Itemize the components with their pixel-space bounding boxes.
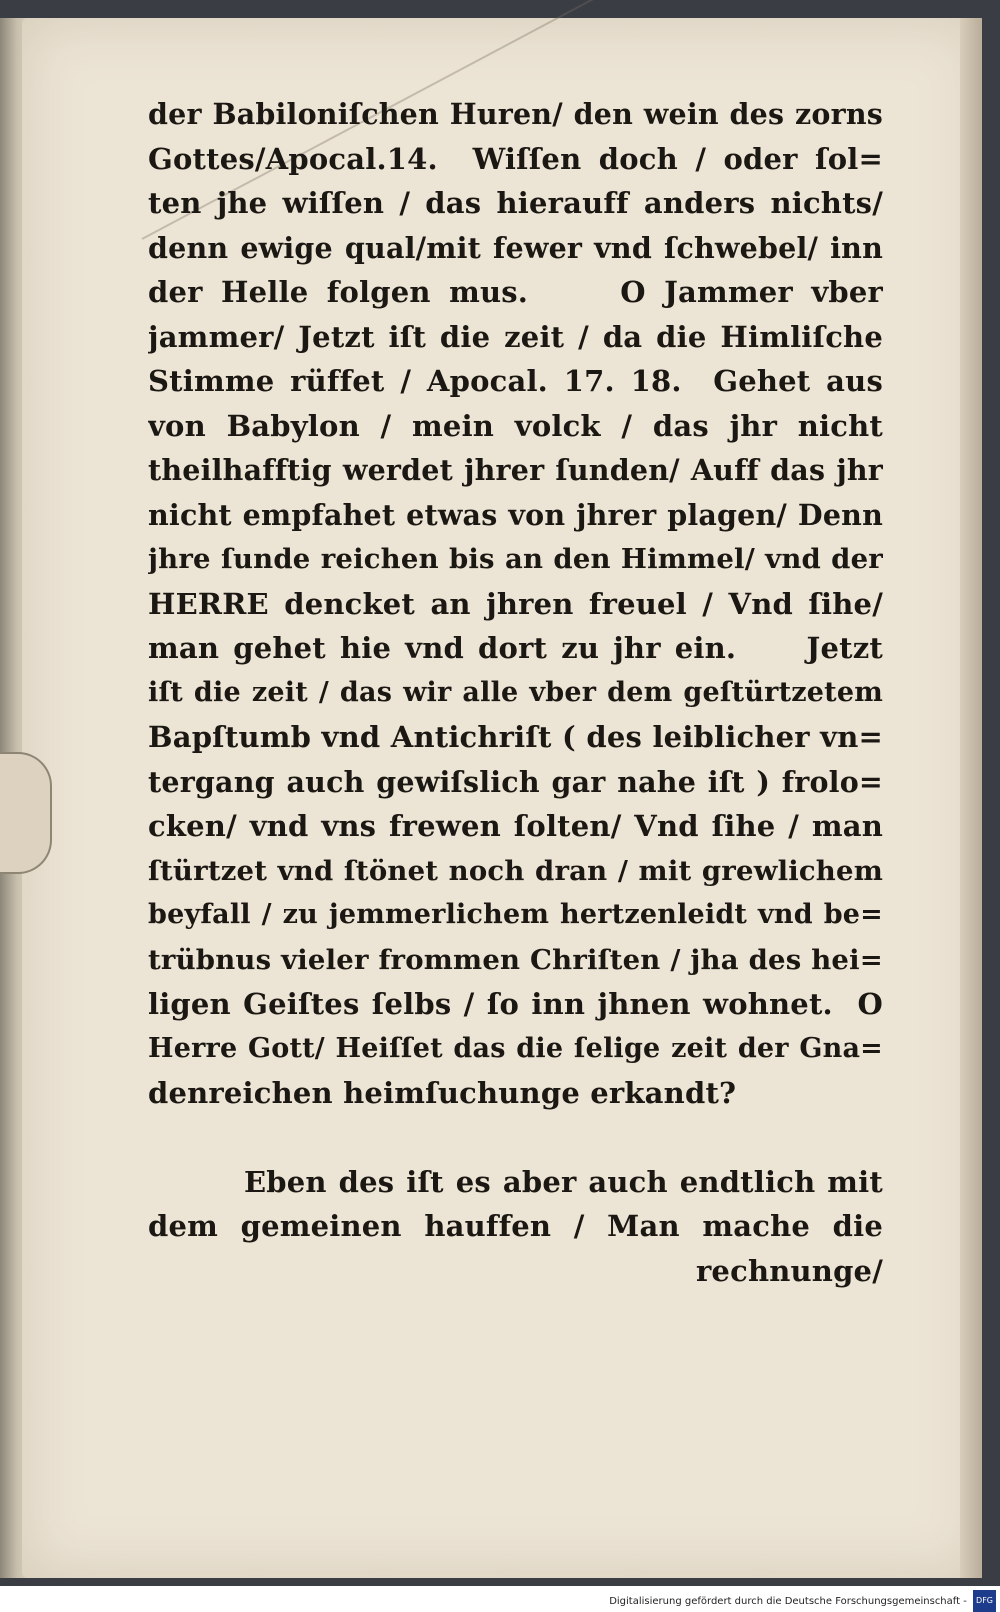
text-line: ten jhe wiſſen / das hierauff anders nichts/: [148, 186, 883, 220]
dfg-logo: DFG: [973, 1590, 996, 1612]
text-line: theilhafftig werdet jhrer ſunden/ Auff das jhr: [148, 453, 883, 487]
text-line: jammer/ Jetzt iſt die zeit / da die Himliſche: [148, 319, 883, 354]
text-line: iſt die zeit / das wir alle vber dem geſtürtzetem: [148, 676, 883, 708]
page-edge: [960, 18, 982, 1578]
text-line: Bapſtumb vnd Antichriſt ( des leiblicher vn=: [148, 720, 883, 754]
text-line: Stimme rüffet / Apocal. 17. 18. Gehet aus: [148, 364, 883, 398]
paragraph-2: [148, 1160, 883, 1249]
text-line: dem gemeinen hauffen / Man mache die: [148, 1209, 883, 1243]
text-line: trübnus vieler frommen Chriſten / jha des hei=: [148, 943, 883, 976]
text-line: beyfall / zu jemmerlichem hertzenleidt vnd be=: [148, 899, 883, 930]
text-line: ſtürtzet vnd ſtönet noch dran / mit grewlichem: [148, 854, 883, 887]
catchword: rechnunge/: [695, 1253, 883, 1288]
text-line: Herre Gott/ Heiſſet das die ſelige zeit der Gna=: [148, 1032, 883, 1064]
text-line: Gottes/Apocal.14. Wiſſen doch / oder ſol=: [148, 141, 883, 176]
printed-text-block: [148, 92, 883, 1293]
text-line: HERRE dencket an jhren freuel / Vnd ſihe/: [148, 586, 883, 621]
text-line: man gehet hie vnd dort zu jhr ein. Jetzt: [148, 631, 883, 665]
text-line: denreichen heimſuchunge erkandt?: [148, 1076, 737, 1110]
text-line: cken/ vnd vns frewen ſolten/ Vnd ſihe / man: [148, 809, 883, 843]
text-line: der Babiloniſchen Huren/ den wein des zorns: [148, 97, 883, 131]
credit-text: Digitalisierung gefördert durch die Deutsche Forschungsgemeinschaft -: [609, 1596, 967, 1607]
text-line: tergang auch gewiſslich gar nahe iſt ) frolo=: [148, 764, 883, 799]
text-line: denn ewige qual/mit fewer vnd ſchwebel/ inn: [148, 230, 883, 265]
paragraph-gap: [148, 1116, 883, 1160]
text-line: der Helle folgen mus. O Jammer vber: [148, 275, 883, 309]
text-line: nicht empfahet etwas von jhrer plagen/ Denn: [148, 497, 883, 532]
text-line: jhre ſunde reichen bis an den Himmel/ vnd der: [148, 543, 883, 575]
text-line: ligen Geiſtes ſelbs / ſo inn jhnen wohnet. O: [148, 987, 883, 1021]
digitization-credit: [609, 1590, 996, 1610]
binding-strap: [0, 752, 52, 874]
text-line: Eben des iſt es aber auch endtlich mit: [244, 1164, 883, 1199]
paragraph-1: [148, 92, 883, 1116]
text-line: von Babylon / mein volck / das jhr nicht: [148, 408, 883, 443]
